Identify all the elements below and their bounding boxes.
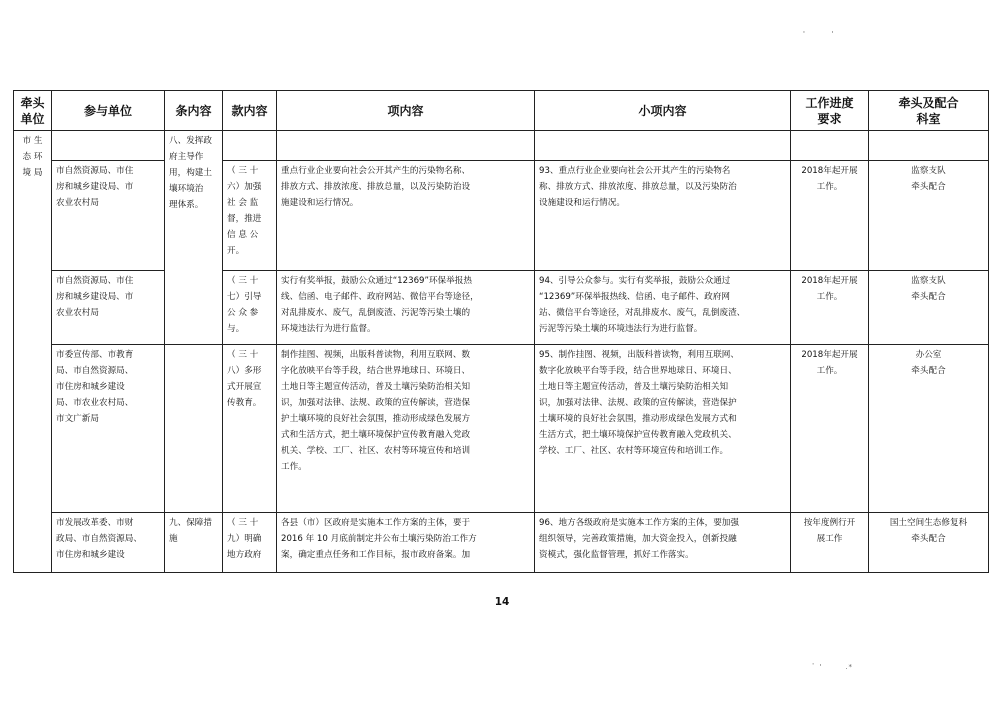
header-participants: 参与单位 bbox=[52, 91, 165, 131]
header-progress: 工作进度 要求 bbox=[791, 91, 869, 131]
item-cell: 重点行业企业要向社会公开其产生的污染物名称、 排放方式、排放浓度、排放总量，以及污染防治设 施建设和运行情况。 bbox=[277, 161, 535, 271]
header-item: 项内容 bbox=[277, 91, 535, 131]
item-cell: 制作挂图、视频，出版科普读物，利用互联网、数 字化放映平台等手段，结合世界地球日、环境日、 土地日等主题宣传活动，普及土壤污染防治相关知 识，加强对法律、法规、政策的宣传解读，营造保 护土壤环境的良好社会氛围，推动形成绿色发展方 式和生活方式，把土壤环境保护宣传教育融入党政 机关、学校、工厂、社区、农村等环境宣传和培训 工作。 bbox=[277, 345, 535, 513]
progress-cell bbox=[791, 131, 869, 161]
lead-unit-cell: 市 生 态 环 境 局 bbox=[14, 131, 52, 573]
scan-mark: ﾞ ' .* bbox=[812, 663, 853, 671]
progress-cell: 按年度例行开 展工作 bbox=[791, 513, 869, 573]
page-number: 14 bbox=[494, 596, 510, 608]
clause-cell bbox=[223, 131, 277, 161]
table-row bbox=[14, 271, 989, 345]
clause-cell: （ 三 十 九）明确 地方政府 bbox=[223, 513, 277, 573]
dept-cell: 办公室 牵头配合 bbox=[869, 345, 989, 513]
item-cell: 实行有奖举报，鼓励公众通过“12369”环保举报热 线、信函、电子邮件、政府网站、微信平台等途径， 对乱排废水、废气，乱倒废渣、污泥等污染土壤的 环境违法行为进行监督。 bbox=[277, 271, 535, 345]
article-cell bbox=[165, 345, 223, 513]
clause-cell: （ 三 十 六）加强 社 会 监 督，推进 信 息 公 开。 bbox=[223, 161, 277, 271]
dept-cell: 监察支队 牵头配合 bbox=[869, 161, 989, 271]
progress-cell: 2018年起开展 工作。 bbox=[791, 271, 869, 345]
scan-mark: ' ' bbox=[803, 30, 835, 38]
participants-cell: 市委宣传部、市教育 局、市自然资源局、 市住房和城乡建设 局、市农业农村局、 市文广新局 bbox=[52, 345, 165, 513]
item-cell bbox=[277, 131, 535, 161]
subitem-cell: 95、制作挂图、视频，出版科普读物，利用互联网、 数字化放映平台等手段，结合世界地球日、环境日、 土地日等主题宣传活动，普及土壤污染防治相关知 识，加强对法律、法规、政策的宣传解读，营造保护 土壤环境的良好社会氛围，推动形成绿色发展方式和 生活方式，把土壤环境保护宣传教育融入党政机关、 学校、工厂、社区、农村等环境宣传和培训工作。 bbox=[535, 345, 791, 513]
table-row bbox=[14, 345, 989, 513]
article-cell: 八、发挥政 府主导作 用，构建土 壤环境治 理体系。 bbox=[165, 131, 223, 345]
dept-cell: 国土空间生态修复科 牵头配合 bbox=[869, 513, 989, 573]
article-cell: 九、保障措 施 bbox=[165, 513, 223, 573]
table-row bbox=[14, 131, 989, 161]
task-table bbox=[13, 90, 989, 573]
item-cell: 各县（市）区政府是实施本工作方案的主体，要于 2016 年 10 月底前制定并公布土壤污染防治工作方 案，确定重点任务和工作目标，报市政府备案。加 bbox=[277, 513, 535, 573]
participants-cell bbox=[52, 131, 165, 161]
progress-cell: 2018年起开展 工作。 bbox=[791, 345, 869, 513]
participants-cell: 市自然资源局、市住 房和城乡建设局、市 农业农村局 bbox=[52, 161, 165, 271]
subitem-cell bbox=[535, 131, 791, 161]
header-dept: 牵头及配合 科室 bbox=[869, 91, 989, 131]
dept-cell: 监察支队 牵头配合 bbox=[869, 271, 989, 345]
dept-cell bbox=[869, 131, 989, 161]
header-clause: 款内容 bbox=[223, 91, 277, 131]
participants-cell: 市自然资源局、市住 房和城乡建设局、市 农业农村局 bbox=[52, 271, 165, 345]
subitem-cell: 96、地方各级政府是实施本工作方案的主体，要加强 组织领导，完善政策措施，加大资金投入，创新投融 资模式，强化监督管理，抓好工作落实。 bbox=[535, 513, 791, 573]
clause-cell: （ 三 十 八）多形 式开展宣 传教育。 bbox=[223, 345, 277, 513]
progress-cell: 2018年起开展 工作。 bbox=[791, 161, 869, 271]
header-article: 条内容 bbox=[165, 91, 223, 131]
table-row bbox=[14, 161, 989, 271]
subitem-cell: 93、重点行业企业要向社会公开其产生的污染物名 称、排放方式、排放浓度、排放总量，以及污染防治 设施建设和运行情况。 bbox=[535, 161, 791, 271]
header-subitem: 小项内容 bbox=[535, 91, 791, 131]
header-row bbox=[14, 91, 989, 131]
subitem-cell: 94、引导公众参与。实行有奖举报，鼓励公众通过 “12369”环保举报热线、信函、电子邮件、政府网 站、微信平台等途径，对乱排废水、废气，乱倒废渣、 污泥等污染土壤的环境违法行为进行监督。 bbox=[535, 271, 791, 345]
participants-cell: 市发展改革委、市财 政局、市自然资源局、 市住房和城乡建设 bbox=[52, 513, 165, 573]
table-row bbox=[14, 513, 989, 573]
clause-cell: （ 三 十 七）引导 公 众 参 与。 bbox=[223, 271, 277, 345]
header-lead-unit: 牵头 单位 bbox=[14, 91, 52, 131]
